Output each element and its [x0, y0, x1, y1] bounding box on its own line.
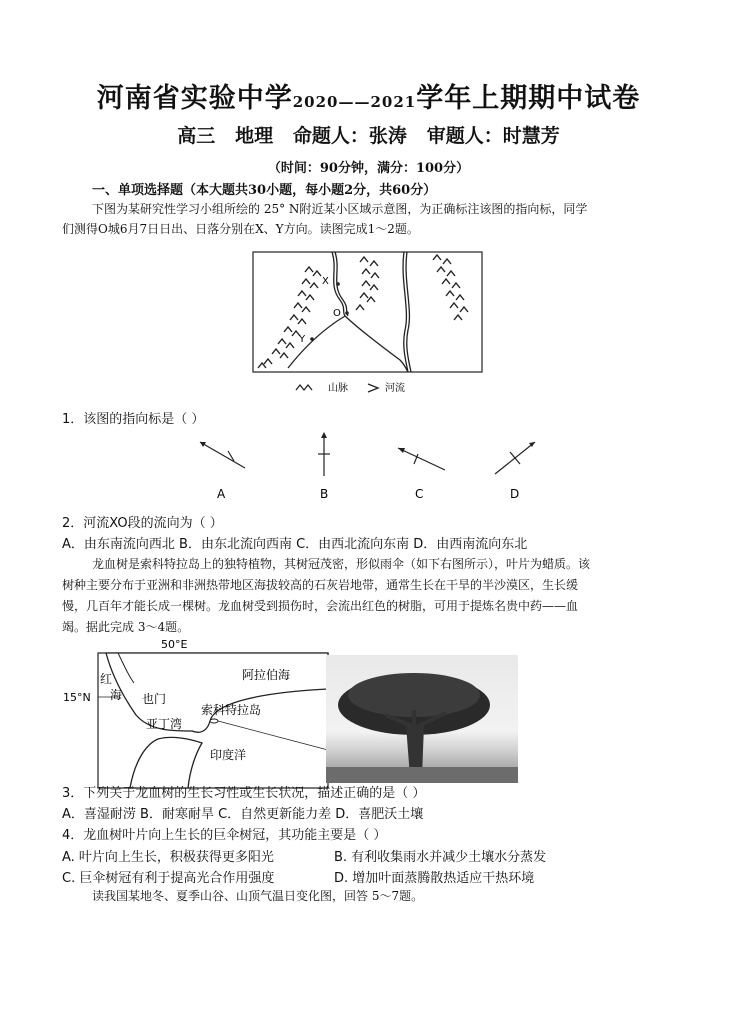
- figure-1-map: [250, 250, 486, 400]
- option-c-head: [398, 448, 405, 453]
- point-o: [345, 311, 349, 315]
- option-c-label: C: [415, 487, 424, 500]
- dragon-tree-illustration: [326, 655, 518, 783]
- q3-options: A．喜湿耐涝 B．耐寒耐旱 C．自然更新能力差 D．喜肥沃土壤: [62, 807, 424, 822]
- dragon-tree-photo: [326, 655, 518, 783]
- intro-line-2: 们测得O城6月7日日出、日落分别在X、Y方向。读图完成1～2题。: [62, 222, 419, 236]
- label-gulf-aden: 亚丁湾: [146, 717, 183, 731]
- q2-stem: 2．河流XO段的流向为（ ）: [62, 516, 223, 531]
- label-red-sea-2: 海: [110, 688, 123, 702]
- q4-stem: 4．龙血树叶片向上生长的巨伞树冠，其功能主要是（ ）: [62, 828, 387, 843]
- q1-stem: 1．该图的指向标是（ ）: [62, 412, 205, 427]
- q2-options: A．由东南流向西北 B．由东北流向西南 C．由西北流向东南 D．由西南流向东北: [62, 537, 528, 552]
- mountain-legend-icon: [296, 385, 312, 390]
- passage2-line-2: 树种主要分布于亚洲和非洲热带地区海拔较高的石灰岩地带，通常生长在干旱的半沙漠区，生长缓: [62, 578, 579, 592]
- passage2-line-3: 慢，几百年才能长成一棵树。龙血树受到损伤时，会流出红色的树脂，可用于提炼名贵中药——血: [62, 599, 579, 613]
- label-o: O: [333, 308, 341, 319]
- exam-subtitle: 高三 地理 命题人：张涛 审题人：时慧芳: [177, 125, 560, 147]
- legend-mountain: 山脉: [328, 383, 348, 394]
- option-b-label: B: [320, 487, 329, 500]
- lat-label: 15°N: [63, 691, 91, 704]
- q4-option-b: B. 有利收集雨水并减少土壤水分蒸发: [334, 850, 547, 865]
- label-socotra: 索科特拉岛: [201, 703, 262, 717]
- option-d-tick: [510, 452, 520, 464]
- q4-option-c: C. 巨伞树冠有利于提高光合作用强度: [62, 871, 275, 886]
- label-y: Y: [299, 334, 306, 345]
- point-y: [310, 337, 314, 341]
- label-red-sea-1: 红: [100, 672, 113, 686]
- point-x: [336, 282, 340, 286]
- option-a-label: A: [217, 487, 226, 500]
- passage2-line-4: 竭。据此完成 3～4题。: [62, 620, 190, 634]
- lon-label: 50°E: [161, 638, 188, 651]
- option-c-arrow: [398, 448, 445, 470]
- option-a-arrow: [200, 442, 245, 468]
- q4-option-d: D. 增加叶面蒸腾散热适应干热环境: [334, 871, 535, 886]
- label-yemen: 也门: [142, 692, 167, 706]
- q3-stem: 3．下列关于龙血树的生长习性或生长状况，描述正确的是（ ）: [62, 786, 426, 801]
- option-d-label: D: [510, 487, 520, 500]
- ground: [326, 767, 518, 783]
- label-x: X: [322, 276, 329, 287]
- q1-compass-options: [190, 430, 550, 500]
- intro-line-1: 下图为某研究性学习小组所绘的 25° N附近某小区域示意图，为正确标注该图的指向标，同学: [92, 202, 588, 216]
- time-info: （时间：90分钟，满分：100分）: [267, 161, 470, 176]
- option-b-head: [321, 432, 327, 438]
- passage3-line-1: 读我国某地冬、夏季山谷、山顶气温日变化图，回答 5～7题。: [92, 889, 424, 903]
- label-indian-ocean: 印度洋: [210, 748, 247, 762]
- q4-option-a: A. 叶片向上生长，积极获得更多阳光: [62, 850, 274, 865]
- river-legend-icon: [368, 384, 378, 392]
- legend-river: 河流: [385, 383, 405, 394]
- section-heading: 一、单项选择题（本大题共30小题，每小题2分，共60分）: [92, 183, 437, 198]
- exam-title: 河南省实验中学2020——2021学年上期期中试卷: [96, 83, 641, 114]
- socotra-island: [210, 719, 218, 723]
- label-arabian-sea: 阿拉伯海: [242, 668, 291, 682]
- socotra-map: [60, 635, 330, 790]
- passage2-line-1: 龙血树是索科特拉岛上的独特植物，其树冠茂密，形似雨伞（如下右图所示），叶片为蜡质。该: [92, 557, 591, 571]
